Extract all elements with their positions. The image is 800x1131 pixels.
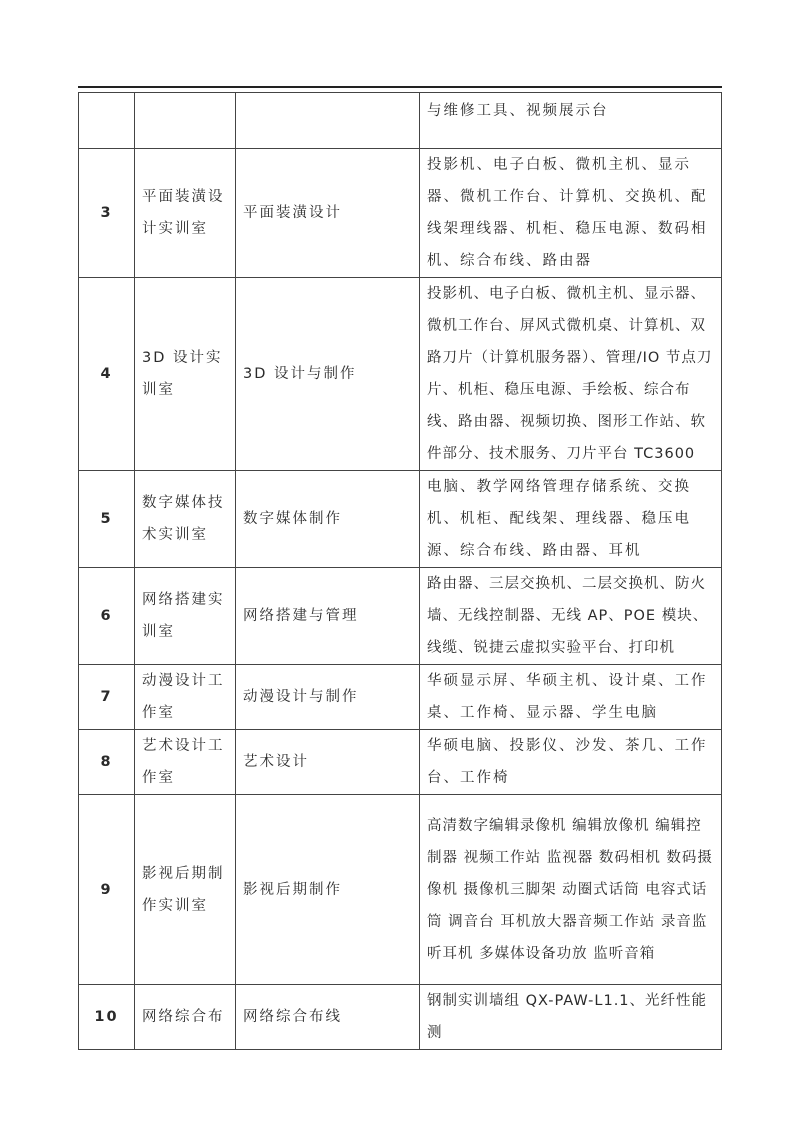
table-row bbox=[79, 93, 722, 149]
equipment-list: 高清数字编辑录像机 编辑放像机 编辑控制器 视频工作站 监视器 数码相机 数码摄像机 摄像机三脚架 动圈式话筒 电容式话筒 调音台 耳机放大器音频工作站 录音监听耳机 多媒体设备功放 监听音箱 bbox=[420, 795, 722, 985]
course-name: 3D 设计与制作 bbox=[236, 278, 420, 471]
table-row bbox=[79, 795, 722, 985]
course-name: 艺术设计 bbox=[236, 730, 420, 795]
room-name: 平面装潢设计实训室 bbox=[135, 149, 236, 278]
table-row bbox=[79, 471, 722, 568]
equipment-list: 投影机、电子白板、微机主机、显示器、微机工作台、屏风式微机桌、计算机、双路刀片（计算机服务器）、管理/IO 节点刀片、机柜、稳压电源、手绘板、综合布线、路由器、视频切换、图形工作站、软件部分、技术服务、刀片平台 TC3600 bbox=[420, 278, 722, 471]
room-name: 艺术设计工作室 bbox=[135, 730, 236, 795]
row-number: 8 bbox=[79, 730, 135, 795]
course-name: 影视后期制作 bbox=[236, 795, 420, 985]
table-row bbox=[79, 665, 722, 730]
table-row bbox=[79, 730, 722, 795]
course-name bbox=[236, 93, 420, 149]
room-name: 网络搭建实训室 bbox=[135, 568, 236, 665]
row-number: 5 bbox=[79, 471, 135, 568]
course-name: 网络综合布线 bbox=[236, 985, 420, 1050]
row-number: 7 bbox=[79, 665, 135, 730]
top-rule bbox=[78, 86, 722, 88]
equipment-list: 投影机、电子白板、微机主机、显示器、微机工作台、计算机、交换机、配线架理线器、机柜、稳压电源、数码相机、综合布线、路由器 bbox=[420, 149, 722, 278]
row-number: 6 bbox=[79, 568, 135, 665]
row-number bbox=[79, 93, 135, 149]
room-name: 3D 设计实训室 bbox=[135, 278, 236, 471]
room-name: 网络综合布 bbox=[135, 985, 236, 1050]
equipment-list: 路由器、三层交换机、二层交换机、防火墙、无线控制器、无线 AP、POE 模块、线缆、锐捷云虚拟实验平台、打印机 bbox=[420, 568, 722, 665]
course-name: 平面装潢设计 bbox=[236, 149, 420, 278]
row-number: 3 bbox=[79, 149, 135, 278]
equipment-list: 电脑、教学网络管理存储系统、交换机、机柜、配线架、理线器、稳压电源、综合布线、路由器、耳机 bbox=[420, 471, 722, 568]
course-name: 动漫设计与制作 bbox=[236, 665, 420, 730]
row-number: 9 bbox=[79, 795, 135, 985]
table-row bbox=[79, 985, 722, 1050]
course-name: 数字媒体制作 bbox=[236, 471, 420, 568]
equipment-list: 钢制实训墙组 QX-PAW-L1.1、光纤性能测 bbox=[420, 985, 722, 1050]
equipment-list: 与维修工具、视频展示台 bbox=[420, 93, 722, 149]
row-number: 10 bbox=[79, 985, 135, 1050]
equipment-list: 华硕电脑、投影仪、沙发、茶几、工作台、工作椅 bbox=[420, 730, 722, 795]
table-row bbox=[79, 149, 722, 278]
room-name: 数字媒体技术实训室 bbox=[135, 471, 236, 568]
equipment-table bbox=[78, 92, 722, 1050]
room-name: 动漫设计工作室 bbox=[135, 665, 236, 730]
equipment-list: 华硕显示屏、华硕主机、设计桌、工作桌、工作椅、显示器、学生电脑 bbox=[420, 665, 722, 730]
room-name bbox=[135, 93, 236, 149]
room-name: 影视后期制作实训室 bbox=[135, 795, 236, 985]
row-number: 4 bbox=[79, 278, 135, 471]
table-row bbox=[79, 568, 722, 665]
course-name: 网络搭建与管理 bbox=[236, 568, 420, 665]
table-row bbox=[79, 278, 722, 471]
